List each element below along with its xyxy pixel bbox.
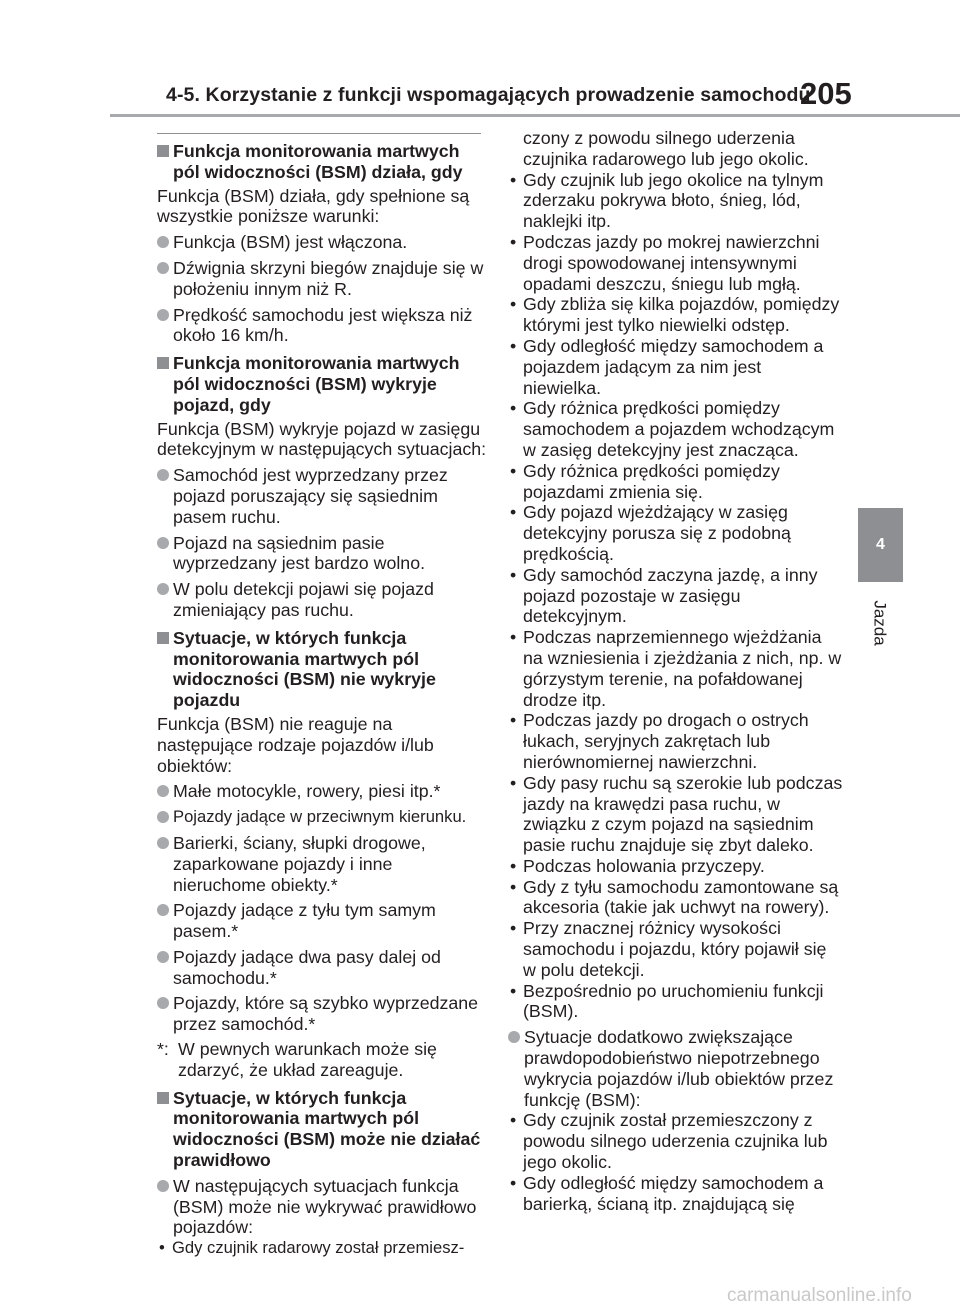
sub-item: • Gdy zbliża się kilka pojazdów, pomiędzy którymi jest tylko niewielki odstęp. [508, 294, 843, 336]
bullet-item: Dźwignia skrzyni biegów znajduje się w położeniu innym niż R. [157, 258, 487, 300]
section-bsm-not-detect [157, 628, 487, 1081]
sub-item: • Podczas jazdy po drogach o ostrych łukach, seryjnych zakrętach lub nierównomiernej nawierzchni. [508, 710, 843, 772]
bullet-item: Pojazdy jadące dwa pasy dalej od samochodu.* [157, 947, 487, 989]
section-bsm-detects [157, 353, 487, 621]
bullet-item: Sytuacje dodatkowo zwiększające prawdopodobieństwo niepotrzebnego wykrycia pojazdów i/lub obiektów przez funkcję (BSM): [508, 1027, 843, 1110]
sub-item: • Podczas naprzemiennego wjeżdżania na wzniesienia i zjeżdżania z nich, np. w górzystym terenie, na pofałdowanej drodze itp. [508, 627, 843, 710]
watermark: carmanualsonline.info [727, 1285, 912, 1306]
sub-item: • Gdy pasy ruchu są szerokie lub podczas jazdy na krawędzi pasa ruchu, w związku z czym pojazd na sąsiednim pasie ruchu znajduje się zbyt daleko. [508, 773, 843, 856]
footnote [157, 1039, 487, 1081]
sub-item: • Gdy czujnik został przemieszczony z powodu silnego uderzenia czujnika lub jego okolic. [508, 1110, 843, 1172]
bullet-item: Prędkość samochodu jest większa niż około 16 km/h. [157, 305, 487, 347]
continued-text: czony z powodu silnego uderzenia czujnika radarowego lub jego okolic. [523, 128, 809, 169]
section-bsm-malfunction [157, 1088, 487, 1259]
chapter-tab [858, 508, 903, 582]
section-intro: Funkcja (BSM) działa, gdy spełnione są wszystkie poniższe warunki: [157, 185, 470, 227]
page-header [0, 0, 960, 120]
chapter-label-text: Jazda [871, 600, 890, 646]
sub-item: • Gdy czujnik lub jego okolice na tylnym zderzaku pokrywa błoto, śnieg, lód, naklejki itp. [508, 170, 843, 232]
bullet-item: W następujących sytuacjach funkcja (BSM) może nie wykrywać prawidłowo pojazdów: [157, 1176, 487, 1238]
bullet-item: Pojazdy jadące w przeciwnym kierunku. [157, 807, 487, 828]
section-intro: Funkcja (BSM) nie reaguje na następujące rodzaje pojazdów i/lub obiektów: [157, 713, 434, 776]
footnote-text: W pewnych warunkach może się zdarzyć, że układ zareaguje. [178, 1039, 437, 1080]
section-heading: Funkcja monitorowania martwych pól widoczności (BSM) wykryje pojazd, gdy [157, 353, 487, 415]
bullet-item: Samochód jest wyprzedzany przez pojazd poruszający się sąsiednim pasem ruchu. [157, 465, 487, 527]
sub-item: • Podczas holowania przyczepy. [508, 856, 843, 877]
sub-item: • Podczas jazdy po mokrej nawierzchni drogi spowodowanej intensywnymi opadami deszczu, śniegu lub mgłą. [508, 232, 843, 294]
footnote-mark: *: [157, 1039, 169, 1060]
bullet-item: Pojazdy jadące z tyłu tym samym pasem.* [157, 900, 487, 942]
sub-item: • Bezpośrednio po uruchomieniu funkcji (BSM). [508, 981, 843, 1023]
bullet-item: W polu detekcji pojawi się pojazd zmieniający pas ruchu. [157, 579, 487, 621]
section-title: 4-5. Korzystanie z funkcji wspomagających prowadzenie samochodu [166, 84, 811, 106]
chapter-label [857, 596, 903, 650]
sub-item: • Gdy odległość między samochodem a pojazdem jadącym za nim jest niewielka. [508, 336, 843, 398]
bullet-item: Funkcja (BSM) jest włączona. [157, 232, 487, 253]
sub-item: • Gdy samochód zaczyna jazdę, a inny pojazd pozostaje w zasięgu detekcyjnym. [508, 565, 843, 627]
sub-item: • Gdy odległość między samochodem a barierką, ścianą itp. znajdującą się [508, 1173, 843, 1215]
section-bsm-active [157, 141, 487, 346]
sub-item: • Gdy pojazd wjeżdżający w zasięg detekcyjny porusza się z podobną prędkością. [508, 502, 843, 564]
right-column [508, 128, 843, 1214]
bullet-item: Pojazdy, które są szybko wyprzedzane przez samochód.* [157, 993, 487, 1035]
sub-item: • Przy znacznej różnicy wysokości samochodu i pojazdu, który pojawił się w polu detekcji. [508, 918, 843, 980]
left-column [157, 133, 487, 1259]
bullet-item: Pojazd na sąsiednim pasie wyprzedzany jest bardzo wolno. [157, 533, 487, 575]
sub-item: • Gdy różnica prędkości pomiędzy samochodem a pojazdem wchodzącym w zasięg detekcyjny jest znacząca. [508, 398, 843, 460]
page-number: 205 [800, 76, 852, 111]
header-divider [110, 114, 960, 117]
bullet-item: Małe motocykle, rowery, piesi itp.* [157, 781, 487, 802]
sub-item: • Gdy czujnik radarowy został przemiesz- [157, 1238, 487, 1259]
sub-item: • Gdy różnica prędkości pomiędzy pojazdami zmienia się. [508, 461, 843, 503]
section-heading: Sytuacje, w których funkcja monitorowania martwych pól widoczności (BSM) może nie działać prawidłowo [157, 1088, 487, 1171]
bullet-item: Barierki, ściany, słupki drogowe, zaparkowane pojazdy i inne nieruchome obiekty.* [157, 833, 487, 895]
section-intro: Funkcja (BSM) wykryje pojazd w zasięgu detekcyjnym w następujących sytuacjach: [157, 418, 487, 460]
chapter-number: 4 [876, 536, 885, 553]
section-heading: Funkcja monitorowania martwych pól widoczności (BSM) działa, gdy [157, 141, 487, 183]
section-heading: Sytuacje, w których funkcja monitorowania martwych pól widoczności (BSM) nie wykryje pojazdu [157, 628, 487, 711]
sub-item: • Gdy z tyłu samochodu zamontowane są akcesoria (takie jak uchwyt na rowery). [508, 877, 843, 919]
